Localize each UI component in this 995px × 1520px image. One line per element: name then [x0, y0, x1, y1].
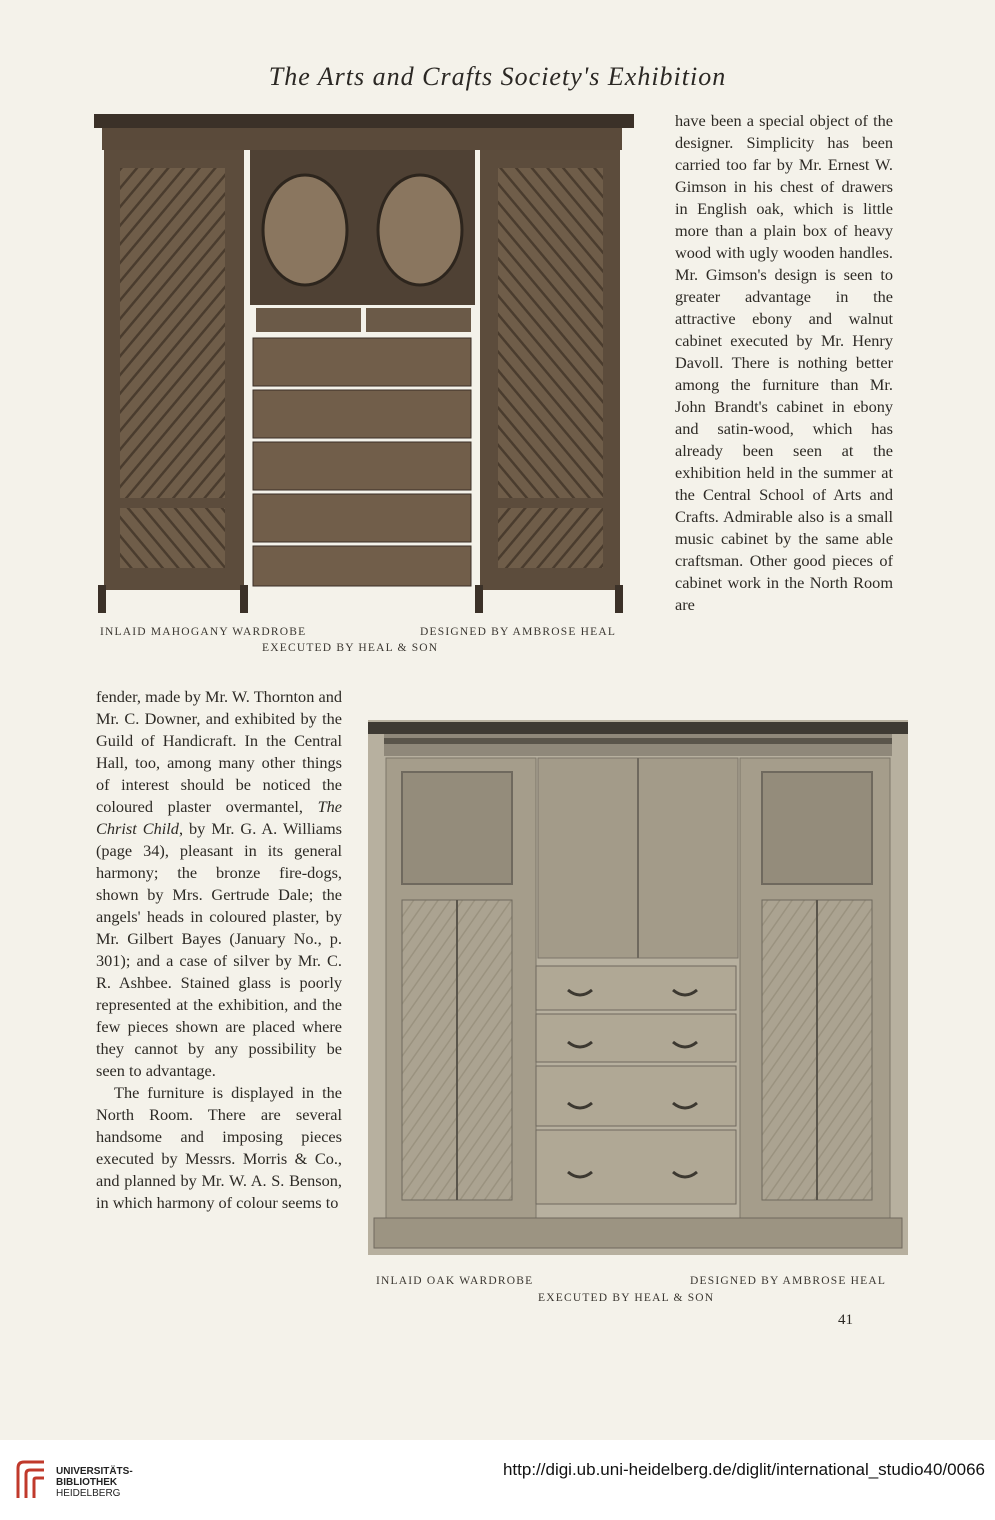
library-name — [56, 1466, 133, 1499]
running-title: The Arts and Crafts Society's Exhibition — [268, 62, 727, 91]
figure1-caption-center: EXECUTED BY HEAL & SON — [262, 642, 439, 654]
left-column-paragraph-1 — [96, 686, 342, 1082]
library-name-line1: UNIVERSITÄTS- — [56, 1466, 133, 1477]
oak-wardrobe-photo — [368, 720, 908, 1255]
figure2-caption-left: INLAID OAK WARDROBE — [376, 1275, 534, 1287]
right-column-text — [675, 110, 893, 616]
oak-wardrobe-drawing — [368, 720, 908, 1255]
figure1-caption-left: INLAID MAHOGANY WARDROBE — [100, 626, 307, 638]
right-column-paragraph: have been a special object of the designer. Simplicity has been carried too far by Mr. Ernest W. Gimson in his chest of drawers in English oak, which is little more than a plain box of heavy wood with ugly wooden handles. Mr. Gimson's design is seen to greater advantage in the attractive ebony and walnut cabinet executed by Mr. Henry Davoll. There is nothing better among the furniture than Mr. John Brandt's cabinet in ebony and satin-wood, which has already been seen at the exhibition held in the summer at the Central School of Arts and Crafts. Admirable also is a small music cabinet by the same able craftsman. Other good pieces of cabinet work in the North Room are — [675, 111, 893, 614]
left-para1-start: fender, made by Mr. W. Thornton and Mr. C. Downer, and exhibited by the Guild of Handicraft. In the Central Hall, too, among many other things of interest should be noticed the coloured plaster overmantel, — [96, 687, 342, 816]
library-logo-icon — [14, 1458, 50, 1507]
footer-bar — [0, 1440, 995, 1520]
figure2-caption-center: EXECUTED BY HEAL & SON — [538, 1292, 715, 1304]
left-column-text — [96, 686, 342, 1214]
library-name-line3: HEIDELBERG — [56, 1488, 121, 1499]
library-name-line2: BIBLIOTHEK — [56, 1477, 118, 1488]
figure2-caption-right: DESIGNED BY AMBROSE HEAL — [690, 1275, 887, 1287]
left-column-paragraph-2: The furniture is displayed in the North Room. There are several handsome and imposing pieces executed by Messrs. Morris & Co., and planned by Mr. W. A. S. Benson, in which harmony of colour seems to — [96, 1083, 342, 1212]
page-number: 41 — [838, 1312, 853, 1328]
mahogany-wardrobe-drawing — [90, 110, 635, 615]
left-para1-end: , by Mr. G. A. Williams (page 34), pleasant in its general harmony; the bronze fire-dogs, shown by Mrs. Gertrude Dale; the angels' heads in coloured plaster, by Mr. Gilbert Bayes (January No., p. 301); and a case of silver by Mr. C. R. Ashbee. Stained glass is poorly represented at the exhibition, and the few pieces shown are placed where they cannot by any possibility be seen to advantage. — [96, 819, 342, 1080]
left-para1-title: The Christ Child — [96, 797, 342, 838]
figure1-caption-right: DESIGNED BY AMBROSE HEAL — [420, 626, 617, 638]
source-url-link[interactable]: http://digi.ub.uni-heidelberg.de/diglit/international_studio40/0066 — [502, 1460, 985, 1479]
mahogany-wardrobe-photo — [90, 110, 635, 615]
